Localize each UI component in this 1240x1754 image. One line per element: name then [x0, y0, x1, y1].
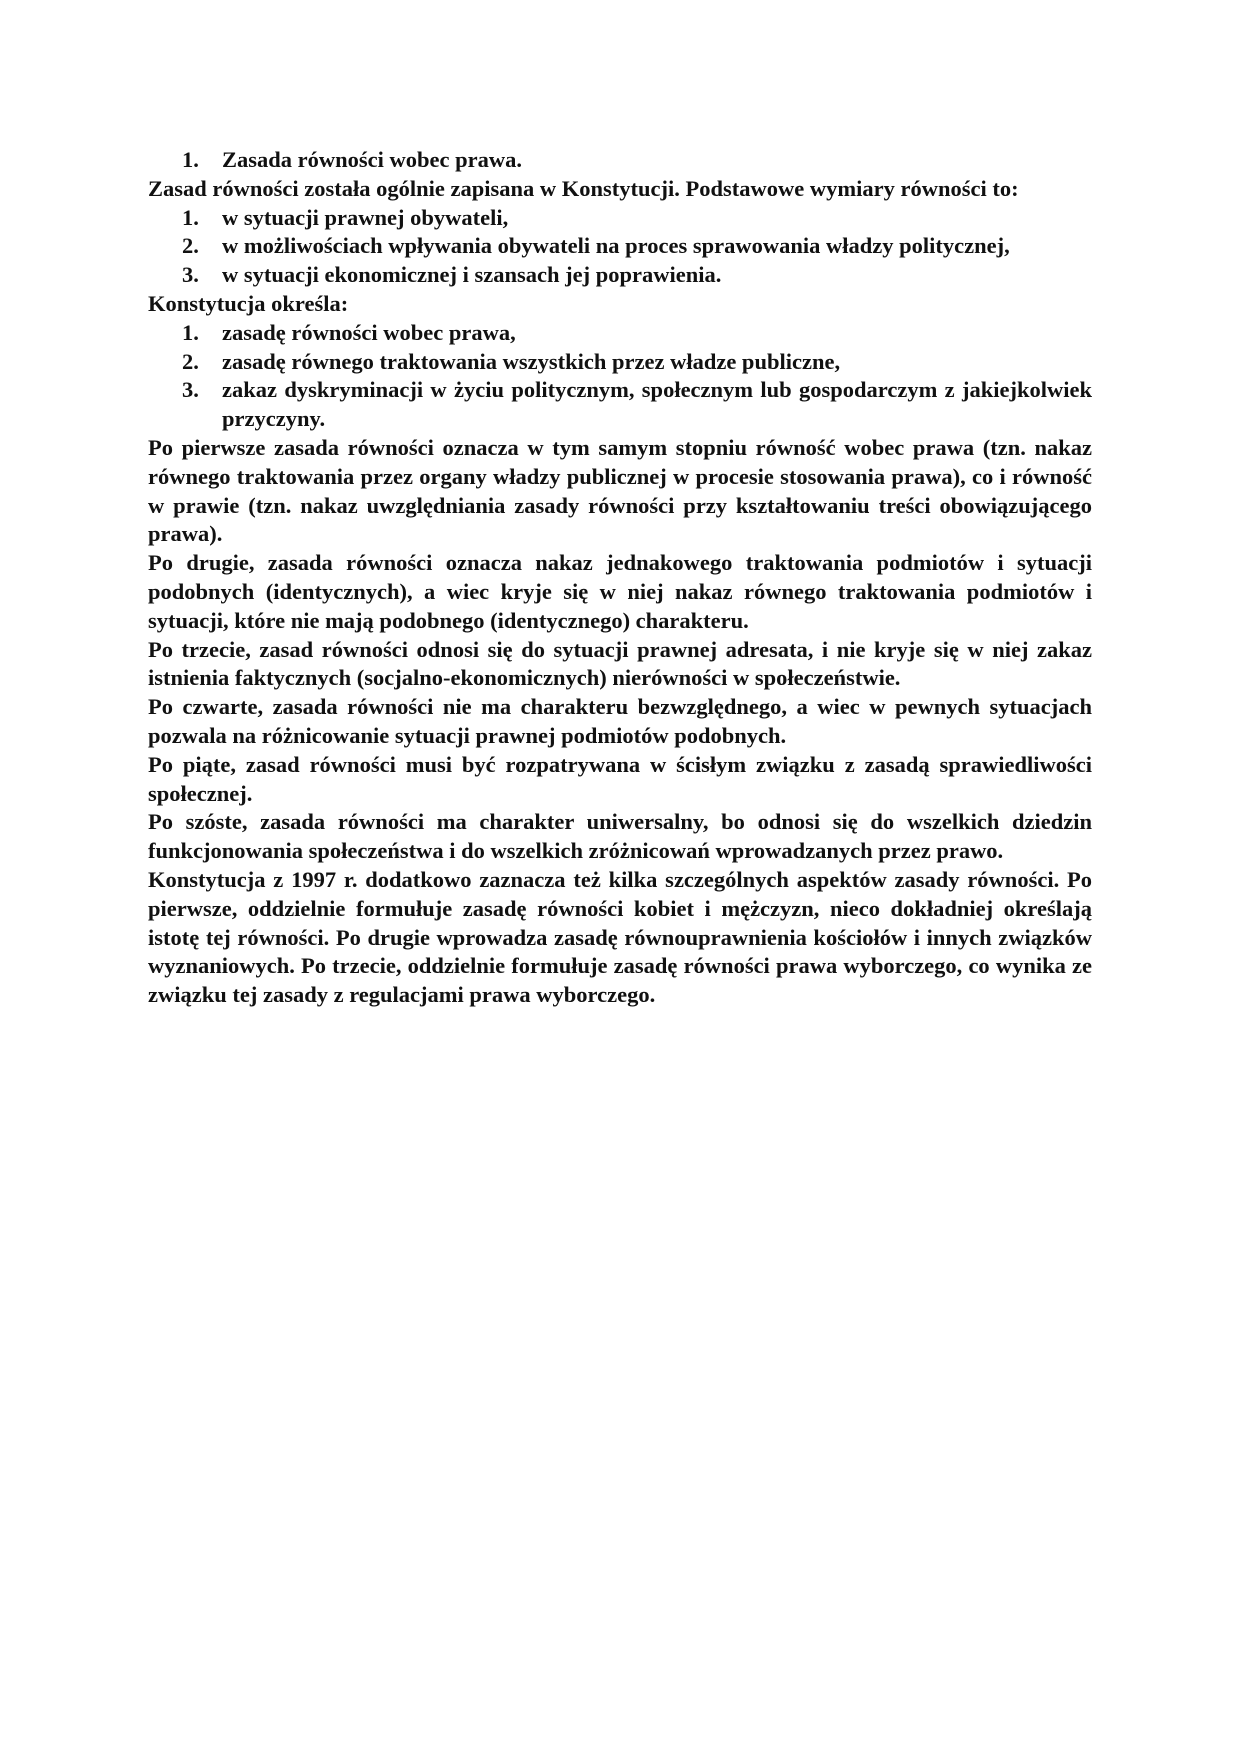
list-number: 1. — [182, 204, 199, 230]
list-item — [148, 204, 1092, 233]
list-number: 2. — [182, 233, 199, 259]
constitution-list — [148, 319, 1092, 434]
list-item — [148, 376, 1092, 434]
list-item — [148, 261, 1092, 290]
list-item-text: w możliwościach wpływania obywateli na proces sprawowania władzy politycznej, — [222, 233, 1010, 259]
body-paragraph: Konstytucja z 1997 r. dodatkowo zaznacza też kilka szczególnych aspektów zasady równości. Po pierwsze, oddzielnie formułuje zasadę równości kobiet i mężczyzn, nieco dokładniej określają istotę tej równości. Po drugie wprowadza zasadę równouprawnienia kościołów i innych związków wyznaniowych. Po trzecie, oddzielnie formułuje zasadę równości prawa wyborczego, co wynika ze związku tej zasady z regulacjami prawa wyborczego. — [148, 866, 1092, 1008]
list-item — [148, 232, 1092, 261]
body-paragraph: Po piąte, zasad równości musi być rozpatrywana w ścisłym związku z zasadą sprawiedliwości społecznej. — [148, 751, 1092, 806]
dimensions-list — [148, 204, 1092, 290]
list-item-text: zasadę równego traktowania wszystkich przez władze publiczne, — [222, 348, 841, 374]
list-item — [148, 319, 1092, 348]
document-page — [148, 146, 1092, 1010]
list-item-text: w sytuacji ekonomicznej i szansach jej poprawienia. — [222, 262, 722, 288]
list-item-text: zakaz dyskryminacji w życiu politycznym, społecznym lub gospodarczym z jakiejkolwiek przyczyny. — [222, 377, 1092, 432]
body-paragraph: Po pierwsze zasada równości oznacza w tym samym stopniu równość wobec prawa (tzn. nakaz równego traktowania przez organy władzy publicznej w procesie stosowania prawa), co i równość w prawie (tzn. nakaz uwzględniania zasady równości przy kształtowaniu treści obowiązującego prawa). — [148, 434, 1092, 547]
list-item — [148, 348, 1092, 377]
heading-item — [148, 146, 1092, 175]
list-item-text: w sytuacji prawnej obywateli, — [222, 204, 509, 230]
body-paragraph: Po trzecie, zasad równości odnosi się do sytuacji prawnej adresata, i nie kryje się w niej zakaz istnienia faktycznych (socjalno-ekonomicznych) nierówności w społeczeństwie. — [148, 636, 1092, 691]
section-heading: Zasada równości wobec prawa. — [222, 147, 523, 172]
body-paragraph: Po czwarte, zasada równości nie ma charakteru bezwzględnego, a wiec w pewnych sytuacjach pozwala na różnicowanie sytuacji prawnej podmiotów podobnych. — [148, 694, 1092, 748]
list-number: 1. — [182, 319, 199, 345]
intro-paragraph: Zasad równości została ogólnie zapisana w Konstytucji. Podstawowe wymiary równości to: — [148, 175, 1019, 201]
list-number: 2. — [182, 348, 199, 374]
list-number: 3. — [182, 377, 199, 403]
list-number: 3. — [182, 262, 199, 288]
constitution-intro: Konstytucja określa: — [148, 290, 349, 316]
heading-list — [148, 146, 1092, 175]
body-paragraph: Po szóste, zasada równości ma charakter uniwersalny, bo odnosi się do wszelkich dziedzin funkcjonowania społeczeństwa i do wszelkich zróżnicowań wprowadzanych przez prawo. — [148, 809, 1092, 864]
list-item-text: zasadę równości wobec prawa, — [222, 319, 516, 345]
list-number: 1. — [182, 147, 199, 172]
body-paragraph: Po drugie, zasada równości oznacza nakaz jednakowego traktowania podmiotów i sytuacji podobnych (identycznych), a wiec kryje się w niej nakaz równego traktowania podmiotów i sytuacji, które nie mają podobnego (identycznego) charakteru. — [148, 550, 1092, 633]
